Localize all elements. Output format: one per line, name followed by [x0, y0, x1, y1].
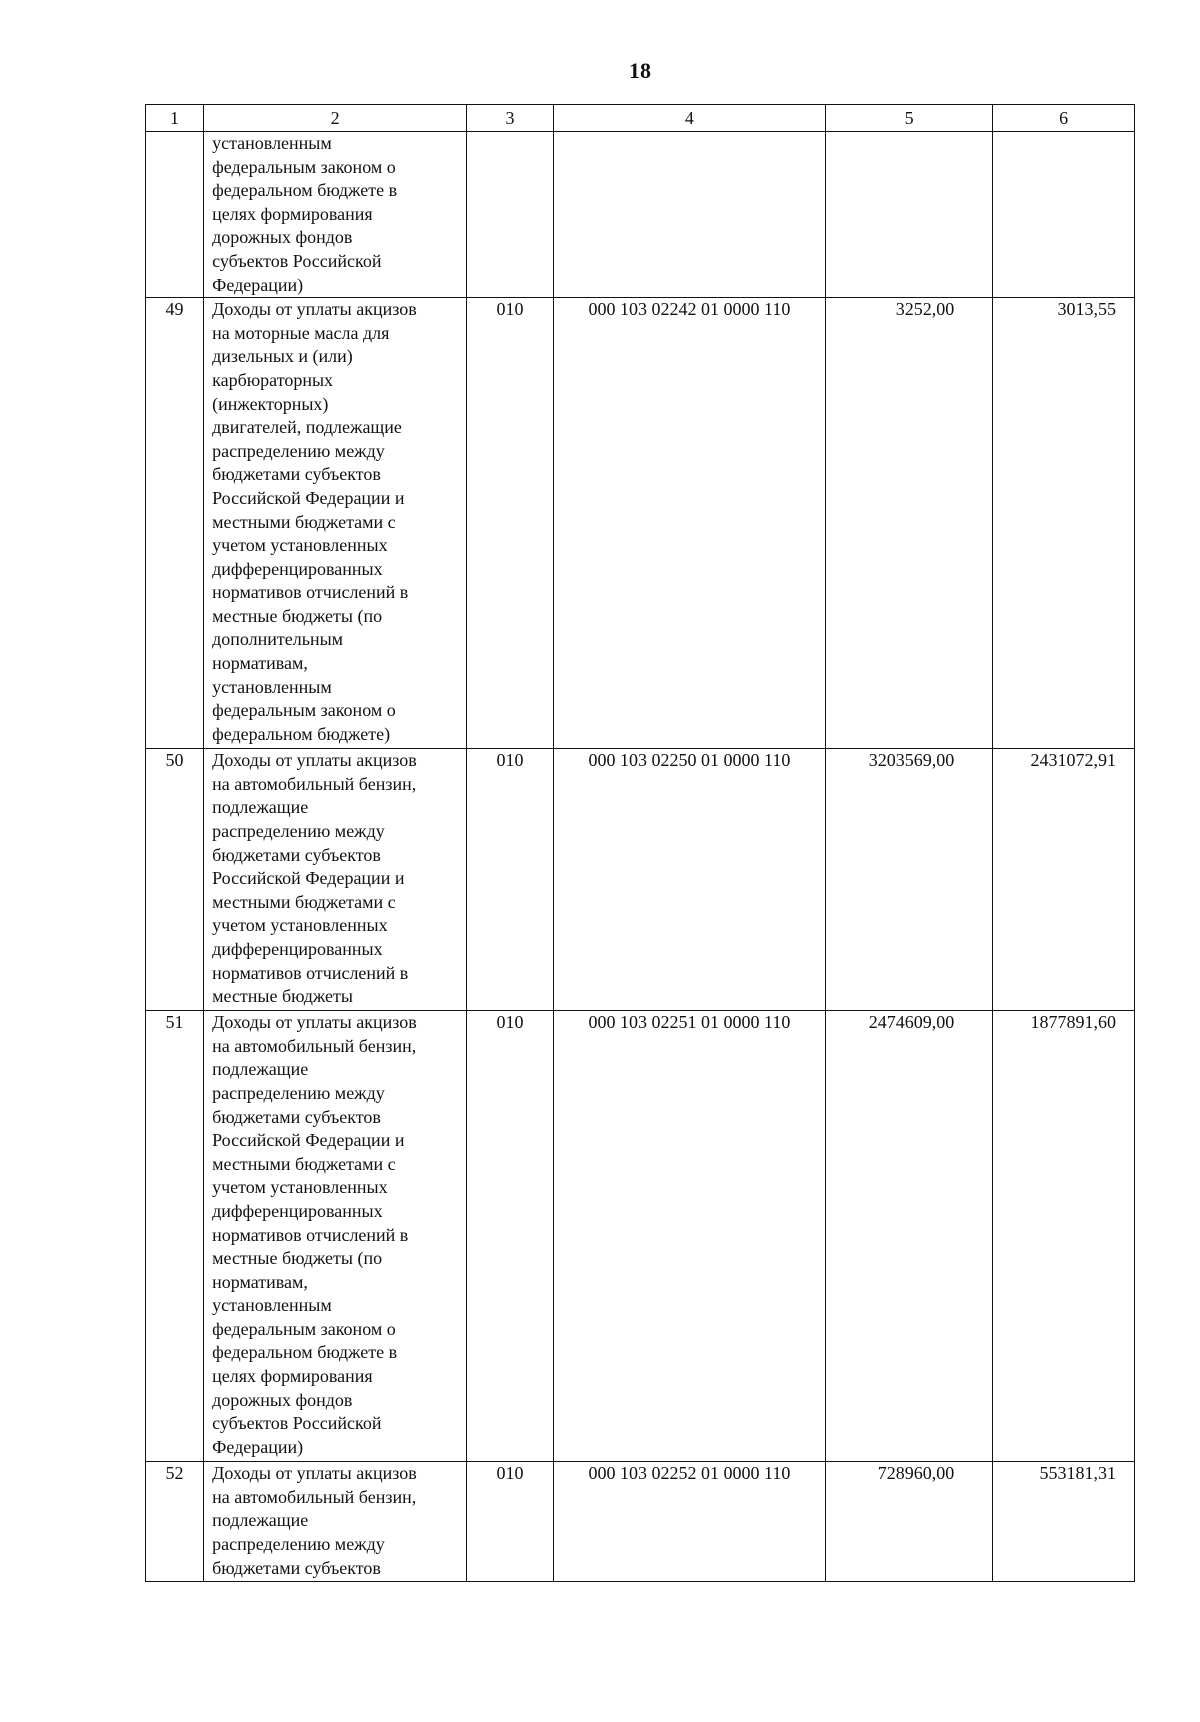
table-row — [146, 1462, 1135, 1582]
table-header-row — [146, 105, 1135, 132]
column-header: 1 — [146, 105, 204, 132]
row-value-col5: 3203569,00 — [826, 749, 993, 1011]
row-number — [146, 132, 204, 298]
row-code: 010 — [467, 1011, 554, 1462]
row-description: Доходы от уплаты акцизов на автомобильный бензин, подлежащие распределению между бюджетами субъектов — [204, 1462, 467, 1582]
row-code: 010 — [467, 298, 554, 749]
row-budget-classification-code — [553, 132, 825, 298]
row-description: Доходы от уплаты акцизов на автомобильный бензин, подлежащие распределению между бюджетами субъектов Российской Федерации и местными бюджетами с учетом установленных дифференцированных нормативов отчислений в местные бюджеты — [204, 749, 467, 1011]
row-description: Доходы от уплаты акцизов на моторные масла для дизельных и (или) карбюраторных (инжекторных) двигателей, подлежащие распределению между бюджетами субъектов Российской Федерации и местными бюджетами с учетом установленных дифференцированных нормативов отчислений в местные бюджеты (по дополнительным нормативам, установленным федеральным законом о федеральном бюджете) — [204, 298, 467, 749]
table-row — [146, 132, 1135, 298]
row-budget-classification-code: 000 103 02250 01 0000 110 — [553, 749, 825, 1011]
row-value-col5: 728960,00 — [826, 1462, 993, 1582]
revenue-table — [145, 104, 1135, 1582]
column-header: 4 — [553, 105, 825, 132]
row-description: установленным федеральным законом о федеральном бюджете в целях формирования дорожных фондов субъектов Российской Федерации) — [204, 132, 467, 298]
table-row — [146, 298, 1135, 749]
row-description: Доходы от уплаты акцизов на автомобильный бензин, подлежащие распределению между бюджетами субъектов Российской Федерации и местными бюджетами с учетом установленных дифференцированных нормативов отчислений в местные бюджеты (по нормативам, установленным федеральным законом о федеральном бюджете в целях формирования дорожных фондов субъектов Российской Федерации) — [204, 1011, 467, 1462]
page-number: 18 — [629, 58, 651, 83]
row-number: 50 — [146, 749, 204, 1011]
row-value-col6: 553181,31 — [993, 1462, 1135, 1582]
row-number: 52 — [146, 1462, 204, 1582]
row-value-col5: 2474609,00 — [826, 1011, 993, 1462]
row-value-col5 — [826, 132, 993, 298]
row-value-col6 — [993, 132, 1135, 298]
row-number: 51 — [146, 1011, 204, 1462]
row-code — [467, 132, 554, 298]
row-value-col5: 3252,00 — [826, 298, 993, 749]
row-code: 010 — [467, 749, 554, 1011]
row-code: 010 — [467, 1462, 554, 1582]
column-header: 5 — [826, 105, 993, 132]
row-budget-classification-code: 000 103 02251 01 0000 110 — [553, 1011, 825, 1462]
row-budget-classification-code: 000 103 02252 01 0000 110 — [553, 1462, 825, 1582]
table-row — [146, 1011, 1135, 1462]
row-number: 49 — [146, 298, 204, 749]
column-header: 3 — [467, 105, 554, 132]
column-header: 6 — [993, 105, 1135, 132]
table-row — [146, 749, 1135, 1011]
row-value-col6: 1877891,60 — [993, 1011, 1135, 1462]
row-budget-classification-code: 000 103 02242 01 0000 110 — [553, 298, 825, 749]
row-value-col6: 3013,55 — [993, 298, 1135, 749]
column-header: 2 — [204, 105, 467, 132]
row-value-col6: 2431072,91 — [993, 749, 1135, 1011]
